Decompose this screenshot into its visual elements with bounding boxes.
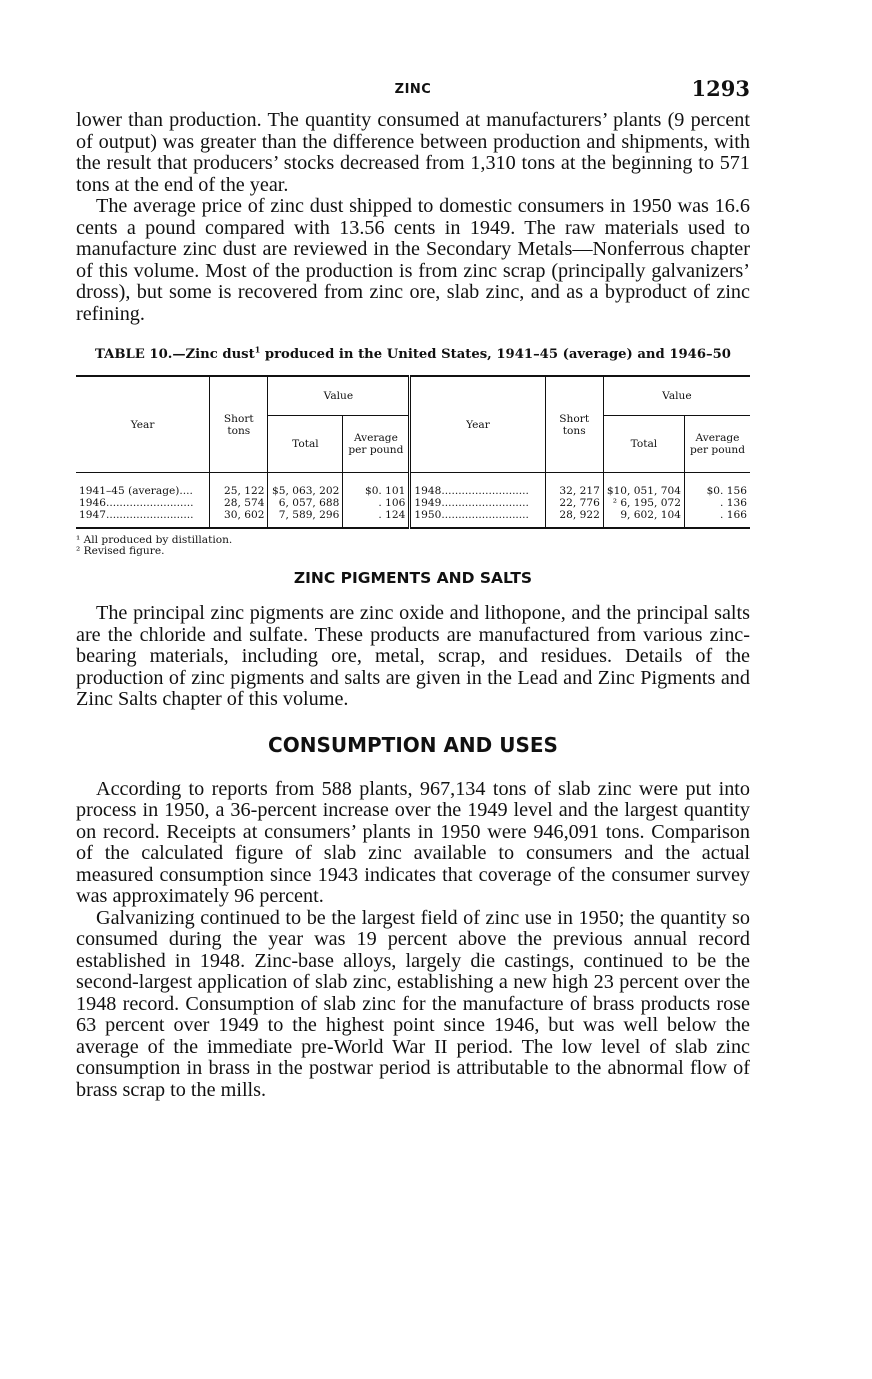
cell-short-tons: 28, 574 [210, 497, 268, 509]
cell-year: 1948.......................... [410, 473, 545, 498]
cell-total: 9, 602, 104 [603, 509, 684, 528]
section-heading: CONSUMPTION AND USES [268, 732, 558, 757]
table-row [76, 509, 750, 528]
cell-short-tons: 32, 217 [545, 473, 603, 498]
table-caption [76, 345, 750, 365]
paragraph: According to reports from 588 plants, 967,134 tons of slab zinc were put into process in 1950, a 36-percent increase over the 1949 level and the largest quantity on record. Receipts at consumers’ plants in 1950 were 946,091 tons. Comparison of the calculated figure of slab zinc available to consumers and the actual measured consumption since 1943 indicates that coverage of the consumer survey was approximately 96 percent. [76, 777, 750, 907]
footnote-ref: 1 [254, 344, 261, 355]
col-header-average: Average per pound [684, 416, 750, 473]
cell-average: $0. 156 [684, 473, 750, 498]
footnote: ² Revised figure. [76, 545, 165, 557]
cell-short-tons: 25, 122 [210, 473, 268, 498]
cell-year: 1950.......................... [410, 509, 545, 528]
footnote: ¹ All produced by distillation. [76, 534, 233, 546]
table-row [76, 473, 750, 498]
running-head [76, 76, 750, 110]
col-header-value: Value [603, 376, 750, 416]
cell-average: . 124 [343, 509, 410, 528]
col-header-short-tons: Short tons [545, 376, 603, 473]
paragraph: The principal zinc pigments are zinc oxide and lithopone, and the principal salts are the chloride and sulfate. These products are manufactured from various zinc-bearing materials, including ore, metal, scrap, and residues. Details of the production of zinc pigments and salts are given in the Lead and Zinc Pigments and Zinc Salts chapter of this volume. [76, 602, 750, 710]
table-footnotes [76, 535, 750, 557]
col-header-short-tons: Short tons [210, 376, 268, 473]
cell-year: 1947.......................... [79, 509, 194, 521]
cell-total: $10, 051, 704 [603, 473, 684, 498]
page-number: 1293 [691, 76, 750, 101]
table-row [76, 497, 750, 509]
caption-text: produced in the United States, 1941–45 (average) and 1946–50 [260, 347, 731, 362]
col-header-year: Year [76, 376, 210, 473]
section-heading: ZINC PIGMENTS AND SALTS [293, 569, 533, 587]
cell-total: $5, 063, 202 [268, 473, 343, 498]
cell-short-tons: 22, 776 [545, 497, 603, 509]
running-title: ZINC [394, 82, 432, 97]
paragraph: Galvanizing continued to be the largest field of zinc use in 1950; the quantity so consumed during the year was 19 percent above the previous annual record established in 1948. Zinc-base alloys, largely die castings, continued to be the second-largest application of slab zinc, establishing a new high 23 percent over the 1948 record. Consumption of slab zinc for the manufacture of brass products rose 63 percent over 1949 to the highest point since 1946, but was well below the average of the immediate pre-World War II period. The low level of slab zinc consumption in brass in the postwar period is attributable to the abnormal flow of brass scrap to the mills. [76, 906, 750, 1101]
cell-year: 1941–45 (average).... [79, 485, 193, 497]
paragraph: lower than production. The quantity consumed at manufacturers’ plants (9 percent of output) was greater than the difference between production and shipments, with the result that producers’ stocks decreased from 1,310 tons at the beginning to 571 tons at the end of the year. [76, 109, 750, 196]
cell-year: 1949.......................... [410, 497, 545, 509]
col-header-total: Total [268, 416, 343, 473]
cell-year: 1946.......................... [79, 497, 194, 509]
cell-total: 7, 589, 296 [268, 509, 343, 528]
cell-total: ² 6, 195, 072 [603, 497, 684, 509]
col-header-value: Value [268, 376, 410, 416]
cell-average: . 166 [684, 509, 750, 528]
col-header-average: Average per pound [343, 416, 410, 473]
cell-average: $0. 101 [343, 473, 410, 498]
col-header-year: Year [410, 376, 545, 473]
cell-short-tons: 30, 602 [210, 509, 268, 528]
col-header-total: Total [603, 416, 684, 473]
cell-average: . 136 [684, 497, 750, 509]
cell-average: . 106 [343, 497, 410, 509]
paragraph: The average price of zinc dust shipped to domestic consumers in 1950 was 16.6 cents a pound compared with 13.56 cents in 1949. The raw materials used to manufacture zinc dust are reviewed in the Secondary Metals—Nonferrous chapter of this volume. Most of the production is from zinc scrap (principally galvanizers’ dross), but some is recovered from zinc ore, slab zinc, and as a byproduct of zinc refining. [76, 195, 750, 325]
caption-text: TABLE 10.—Zinc dust [95, 347, 255, 362]
cell-short-tons: 28, 922 [545, 509, 603, 528]
zinc-dust-table [76, 375, 750, 529]
cell-total: 6, 057, 688 [268, 497, 343, 509]
page [76, 76, 750, 1101]
